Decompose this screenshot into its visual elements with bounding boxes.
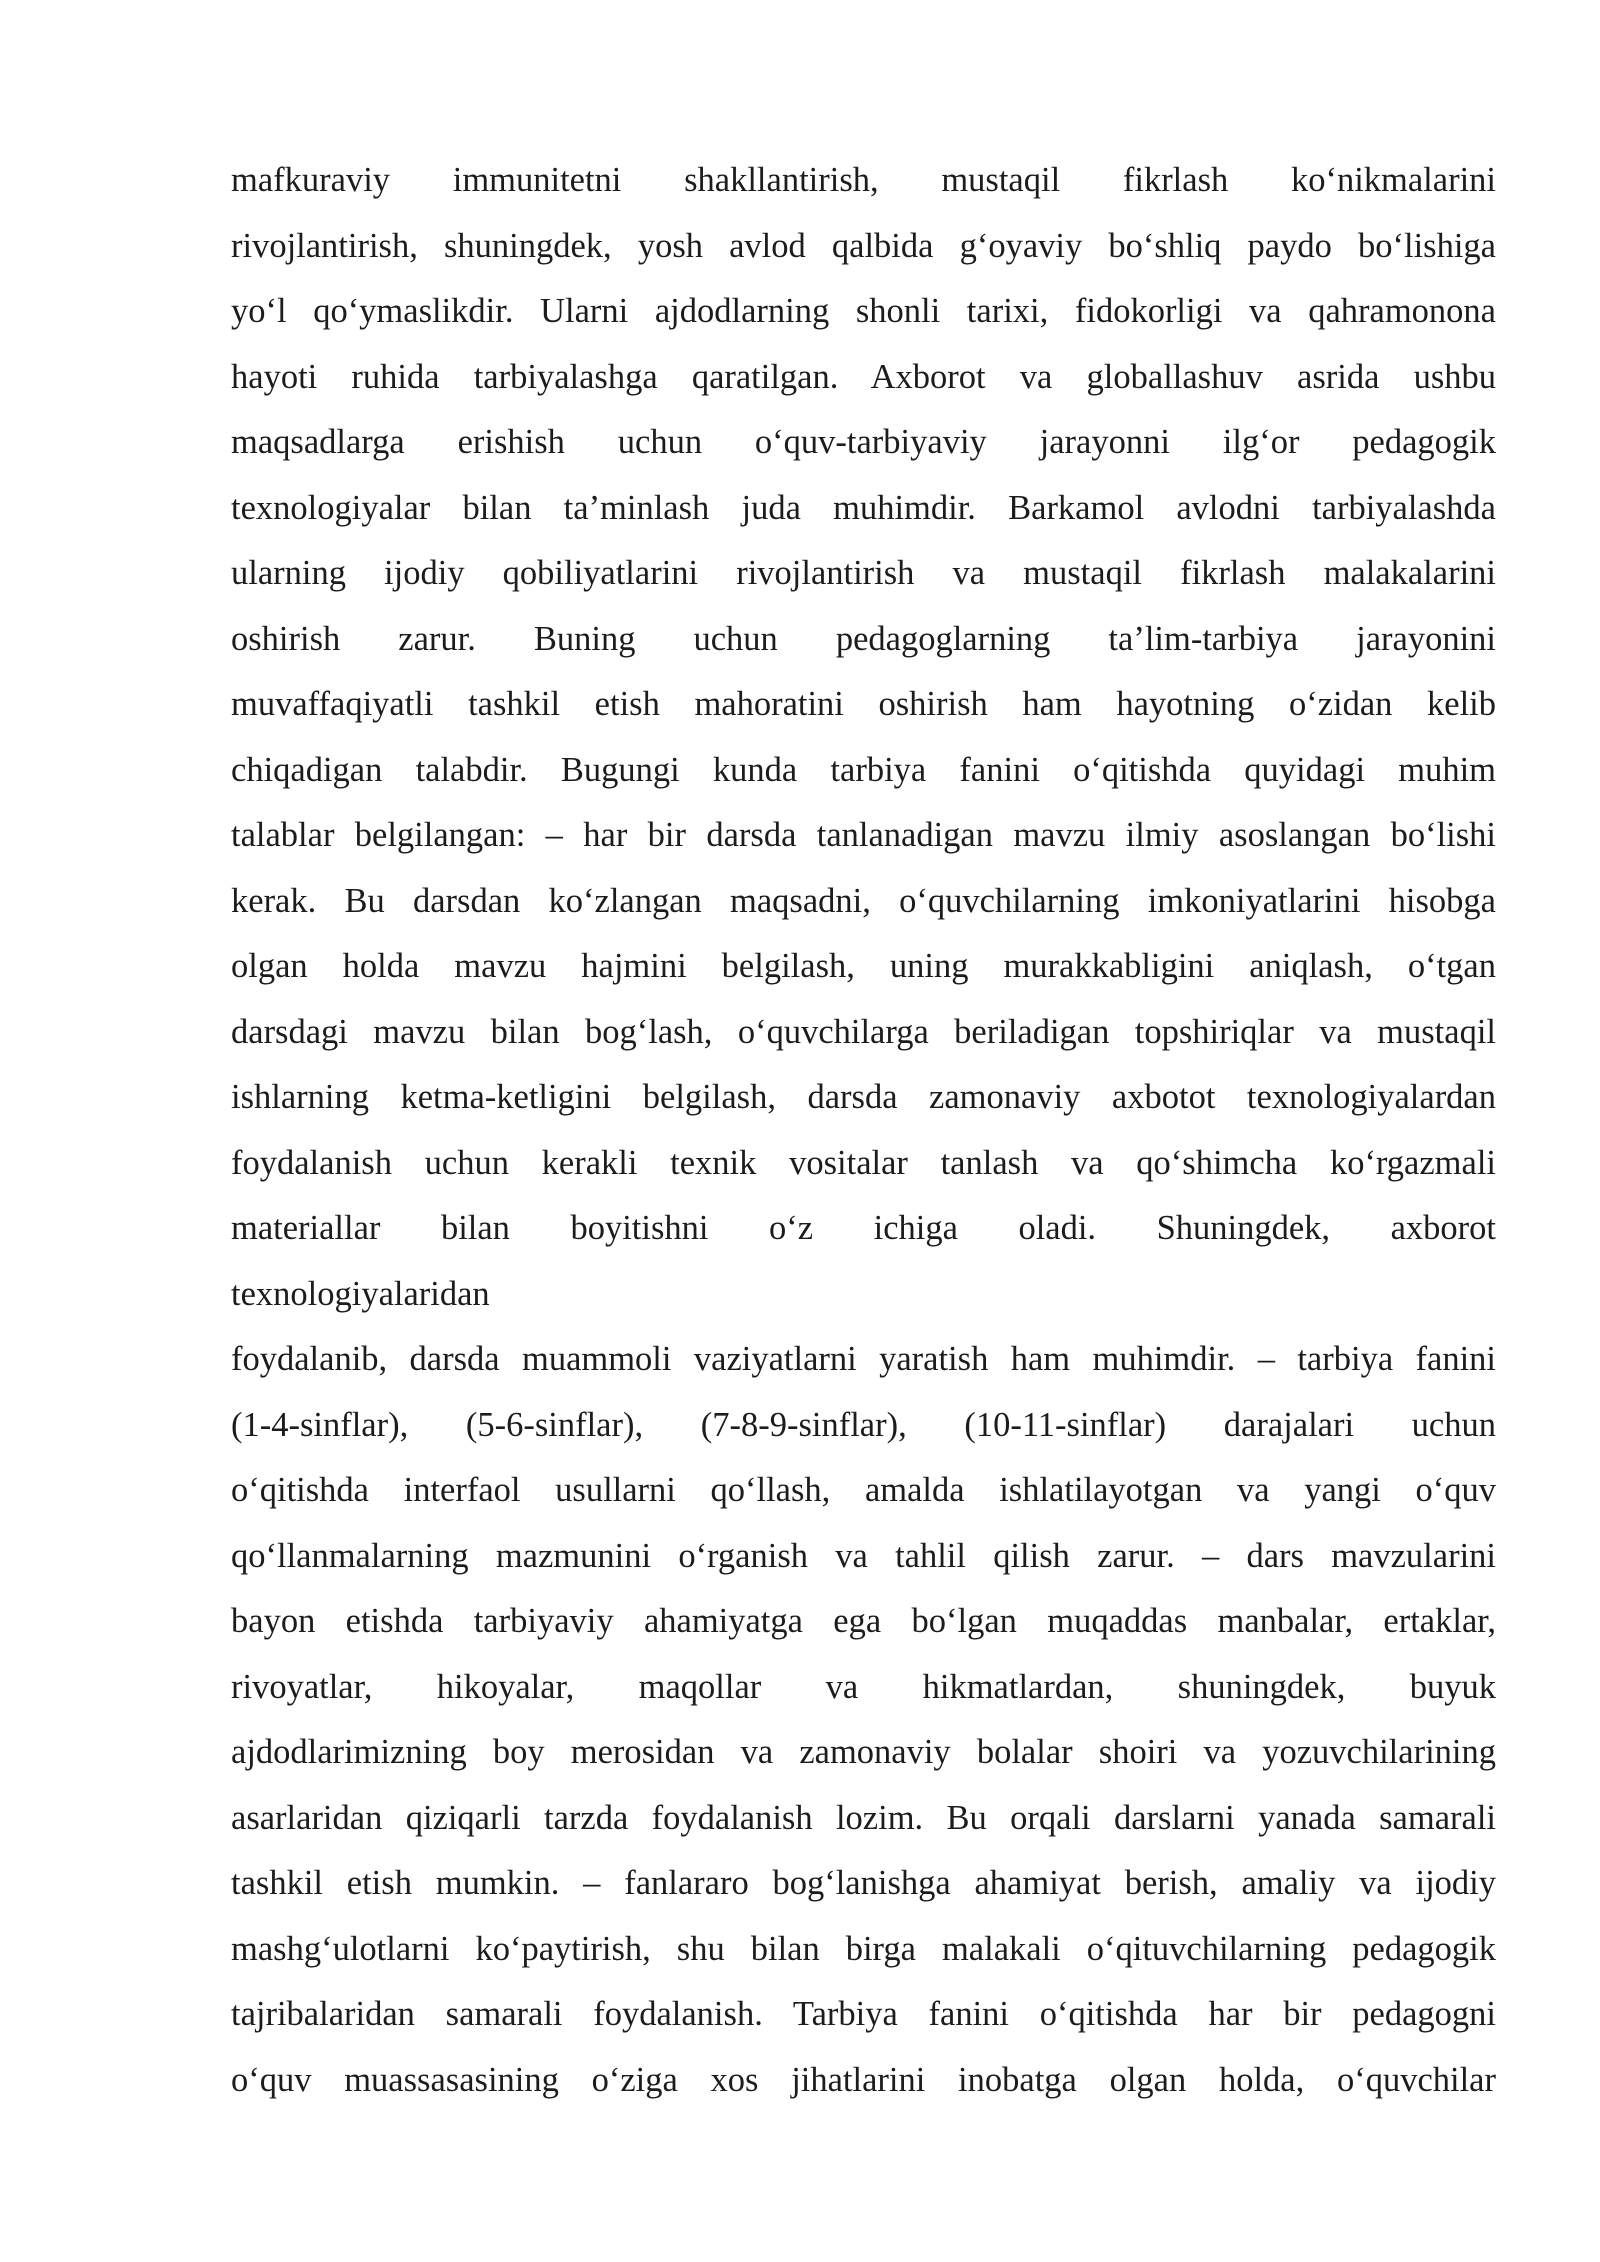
text-line: ishlarning ketma-ketligini belgilash, darsda zamonaviy axbotot texnologiyalardan xyxy=(231,1078,1496,1116)
text-line: chiqadigan talabdir. Bugungi kunda tarbiya fanini o‘qitishda quyidagi muhim xyxy=(231,750,1496,789)
text-line: qo‘llanmalarning mazmunini o‘rganish va tahlil qilish zarur. – dars mavzularini xyxy=(231,1536,1496,1575)
text-line: texnologiyalar bilan ta’minlash juda muhimdir. Barkamol avlodni tarbiyalashda xyxy=(231,488,1496,527)
text-line: hayoti ruhida tarbiyalashga qaratilgan. Axborot va globallashuv asrida ushbu xyxy=(231,357,1496,396)
text-line: maqsadlarga erishish uchun o‘quv-tarbiyaviy jarayonni ilg‘or pedagogik xyxy=(231,423,1496,461)
text-line: foydalanib, darsda muammoli vaziyatlarni yaratish ham muhimdir. – tarbiya fanini xyxy=(231,1340,1496,1378)
text-line: texnologiyalaridan xyxy=(231,1274,490,1313)
text-line: (1-4-sinflar), (5-6-sinflar), (7-8-9-sinflar), (10-11-sinflar) darajalari uchun xyxy=(231,1405,1496,1444)
text-line: o‘quv muassasasining o‘ziga xos jihatlarini inobatga olgan holda, o‘quvchilar xyxy=(231,2060,1496,2099)
text-line: oshirish zarur. Buning uchun pedagoglarning ta’lim-tarbiya jarayonini xyxy=(231,619,1496,658)
text-line: materiallar bilan boyitishni o‘z ichiga oladi. Shuningdek, axborot xyxy=(231,1209,1496,1247)
text-line: talablar belgilangan: – har bir darsda tanlanadigan mavzu ilmiy asoslangan bo‘lishi xyxy=(231,816,1496,854)
body-text xyxy=(231,148,1496,2113)
text-line: foydalanish uchun kerakli texnik vositalar tanlash va qo‘shimcha ko‘rgazmali xyxy=(231,1143,1496,1182)
text-line: ularning ijodiy qobiliyatlarini rivojlantirish va mustaqil fikrlash malakalarini xyxy=(231,554,1496,592)
text-line: yo‘l qo‘ymaslikdir. Ularni ajdodlarning shonli tarixi, fidokorligi va qahramonona xyxy=(231,292,1496,330)
text-line: bayon etishda tarbiyaviy ahamiyatga ega bo‘lgan muqaddas manbalar, ertaklar, xyxy=(231,1602,1496,1640)
text-line: tajribalaridan samarali foydalanish. Tarbiya fanini o‘qitishda har bir pedagogni xyxy=(231,1995,1496,2033)
text-line: rivojlantirish, shuningdek, yosh avlod qalbida g‘oyaviy bo‘shliq paydo bo‘lishiga xyxy=(231,226,1496,265)
text-line: mashg‘ulotlarni ko‘paytirish, shu bilan birga malakali o‘qituvchilarning pedagogik xyxy=(231,1929,1496,1968)
text-line: kerak. Bu darsdan ko‘zlangan maqsadni, o‘quvchilarning imkoniyatlarini hisobga xyxy=(231,881,1496,920)
text-line: mafkuraviy immunitetni shakllantirish, mustaqil fikrlash ko‘nikmalarini xyxy=(231,161,1496,199)
text-line: ajdodlarimizning boy merosidan va zamonaviy bolalar shoiri va yozuvchilarining xyxy=(231,1733,1496,1771)
text-line: darsdagi mavzu bilan bog‘lash, o‘quvchilarga beriladigan topshiriqlar va mustaqil xyxy=(231,1012,1496,1051)
text-line: tashkil etish mumkin. – fanlararo bog‘lanishga ahamiyat berish, amaliy va ijodiy xyxy=(231,1864,1496,1902)
text-line: o‘qitishda interfaol usullarni qo‘llash, amalda ishlatilayotgan va yangi o‘quv xyxy=(231,1471,1496,1509)
text-line: muvaffaqiyatli tashkil etish mahoratini oshirish ham hayotning o‘zidan kelib xyxy=(231,685,1496,723)
text-line: olgan holda mavzu hajmini belgilash, uning murakkabligini aniqlash, o‘tgan xyxy=(231,947,1496,985)
text-line: rivoyatlar, hikoyalar, maqollar va hikmatlardan, shuningdek, buyuk xyxy=(231,1667,1496,1706)
text-line: asarlaridan qiziqarli tarzda foydalanish lozim. Bu orqali darslarni yanada samarali xyxy=(231,1798,1496,1837)
